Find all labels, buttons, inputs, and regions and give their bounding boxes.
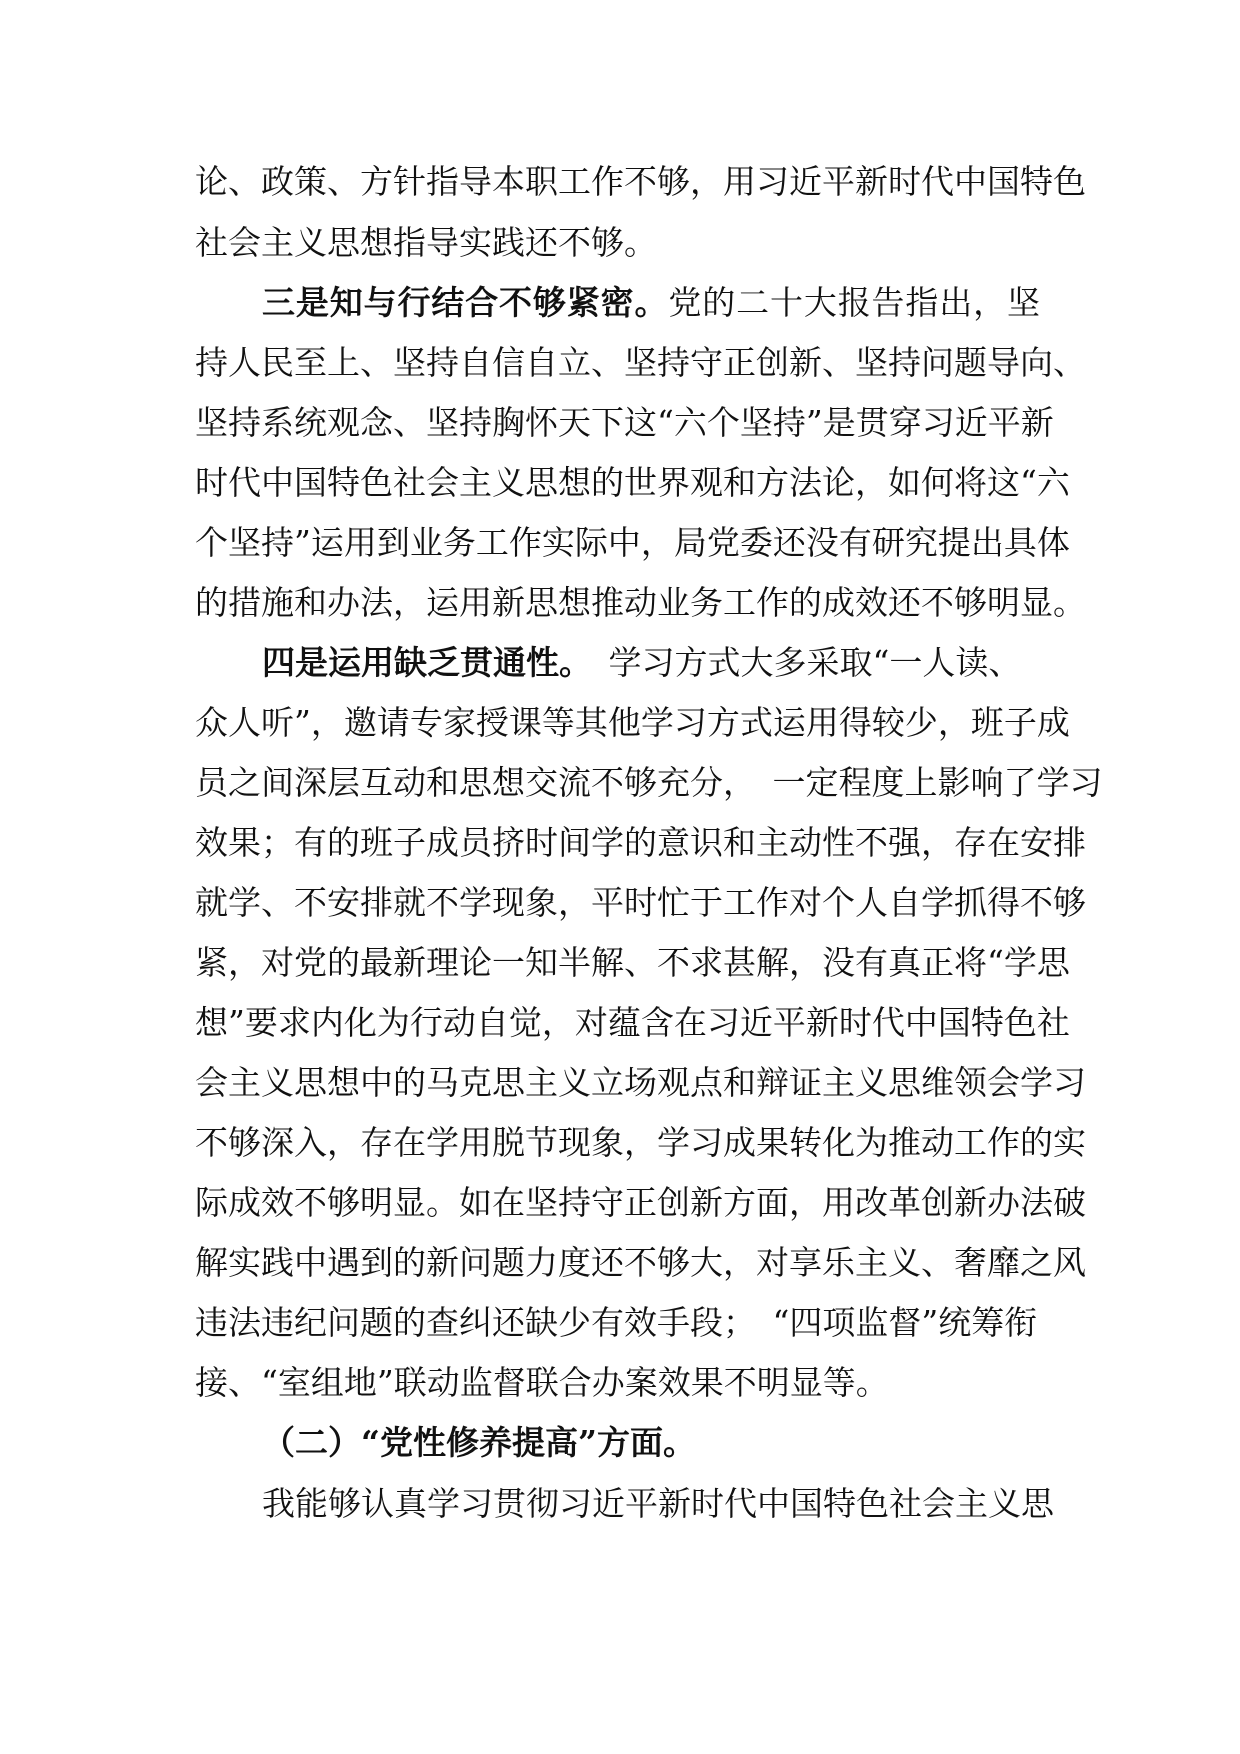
- body-line-16: 会主义思想中的马克思主义立场观点和辩证主义思维领会学习: [195, 1063, 1086, 1102]
- body-line-8: 的措施和办法，运用新思想推动业务工作的成效还不够明显。: [195, 583, 1086, 622]
- paragraph-4-first-line: [262, 641, 1040, 685]
- body-line-17: 不够深入，存在学用脱节现象，学习成果转化为推动工作的实: [195, 1123, 1086, 1162]
- body-line-21: 接、“室组地”联动监督联合办案效果不明显等。: [195, 1363, 889, 1402]
- body-line-15: 想”要求内化为行动自觉，对蕴含在习近平新时代中国特色社: [195, 1003, 1070, 1042]
- paragraph-3-first-line: [262, 281, 1040, 325]
- body-line-14: 紧，对党的最新理论一知半解、不求甚解，没有真正将“学思: [195, 943, 1070, 982]
- paragraph-4-lead: 四是运用缺乏贯通性。: [262, 643, 576, 682]
- body-line-10: 众人听”，邀请专家授课等其他学习方式运用得较少，班子成: [195, 703, 1070, 742]
- body-line-2: 社会主义思想指导实践还不够。: [195, 223, 657, 262]
- body-line-1: 论、政策、方针指导本职工作不够，用习近平新时代中国特色: [195, 162, 1086, 201]
- body-line-13: 就学、不安排就不学现象，平时忙于工作对个人自学抓得不够: [195, 883, 1086, 922]
- body-line-18: 际成效不够明显。如在坚持守正创新方面，用改革创新办法破: [195, 1183, 1086, 1222]
- body-line-20: 违法违纪问题的查纠还缺少有效手段； “四项监督”统筹衔: [195, 1303, 1038, 1342]
- body-line-7: 个坚持”运用到业务工作实际中，局党委还没有研究提出具体: [195, 523, 1070, 562]
- body-line-19: 解实践中遇到的新问题力度还不够大，对享乐主义、奢靡之风: [195, 1243, 1086, 1282]
- paragraph-3-lead: 三是知与行结合不够紧密。: [262, 283, 669, 322]
- paragraph-3-rest: 党的二十大报告指出，坚: [668, 283, 1041, 322]
- body-line-12: 效果；有的班子成员挤时间学的意识和主动性不强，存在安排: [195, 823, 1086, 862]
- body-line-6: 时代中国特色社会主义思想的世界观和方法论，如何将这“六: [195, 463, 1070, 502]
- body-line-4: 持人民至上、坚持自信自立、坚持守正创新、坚持问题导向、: [195, 343, 1086, 382]
- body-line-11: 员之间深层互动和思想交流不够充分， 一定程度上影响了学习: [195, 763, 1103, 802]
- section-heading: （二）“党性修养提高”方面。: [262, 1423, 696, 1462]
- body-line-last: 我能够认真学习贯彻习近平新时代中国特色社会主义思: [262, 1484, 1054, 1523]
- paragraph-4-rest: 学习方式大多采取“一人读、: [575, 643, 1022, 682]
- body-line-5: 坚持系统观念、坚持胸怀天下这“六个坚持”是贯穿习近平新: [195, 403, 1054, 442]
